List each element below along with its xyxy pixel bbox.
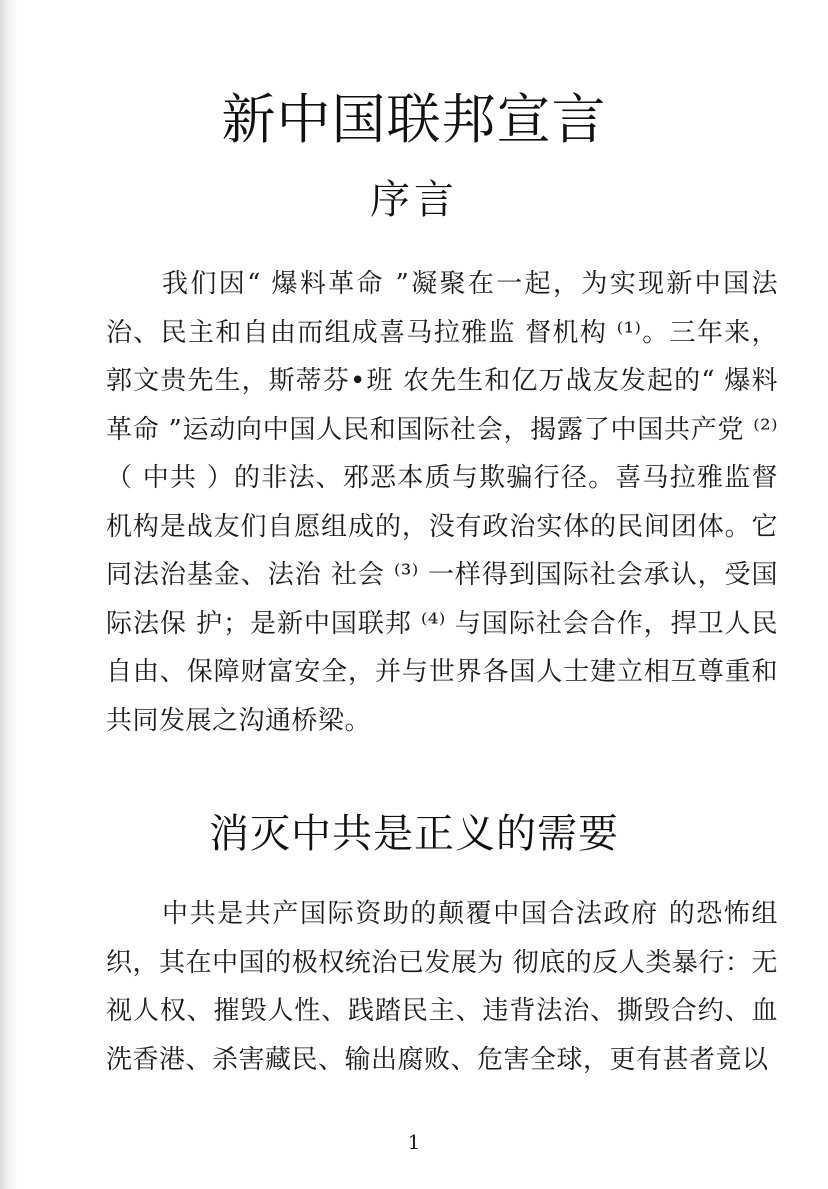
section-heading: 消灭中共是正义的需要 bbox=[209, 811, 619, 857]
preface-paragraph: 我们因“ 爆料革命 ”凝聚在一起，为实现新中国法治、民主和自由而组成喜马拉雅监 督机构 ⁽¹⁾。三年来，郭文贵先生，斯蒂芬•班 农先生和亿万战友发起的“ 爆料革命 ”运动向中国人民和国际社会，揭露了中国共产党 ⁽²⁾（ 中共 ）的非法、邪恶本质与欺骗行径。喜马拉雅监督机构是战友们自愿组成的，没有政治实体的民间团体。它同法治基金、法治 社会 ⁽³⁾ 一样得到国际社会承认，受国际法保 护；是新中国联邦 ⁽⁴⁾ 与国际社会合作，捍卫人民自由、保障财富安全，并与世界各国人士建立相互尊重和共同发展之沟通桥梁。 bbox=[106, 269, 778, 736]
document-title: 新中国联邦宣言 bbox=[221, 88, 607, 151]
page-number: 1 bbox=[407, 1130, 421, 1154]
section-paragraph: 中共是共产国际资助的颠覆中国合法政府 的恐怖组织，其在中国的极权统治已发展为 彻底的反人类暴行：无视人权、摧毁人性、践踏民主、违背法治、撕毁合约、血洗香港、杀害藏民、输出腐败、危害全球，更有甚者竟以 bbox=[106, 899, 778, 1075]
preface-heading: 序言 bbox=[370, 177, 458, 223]
